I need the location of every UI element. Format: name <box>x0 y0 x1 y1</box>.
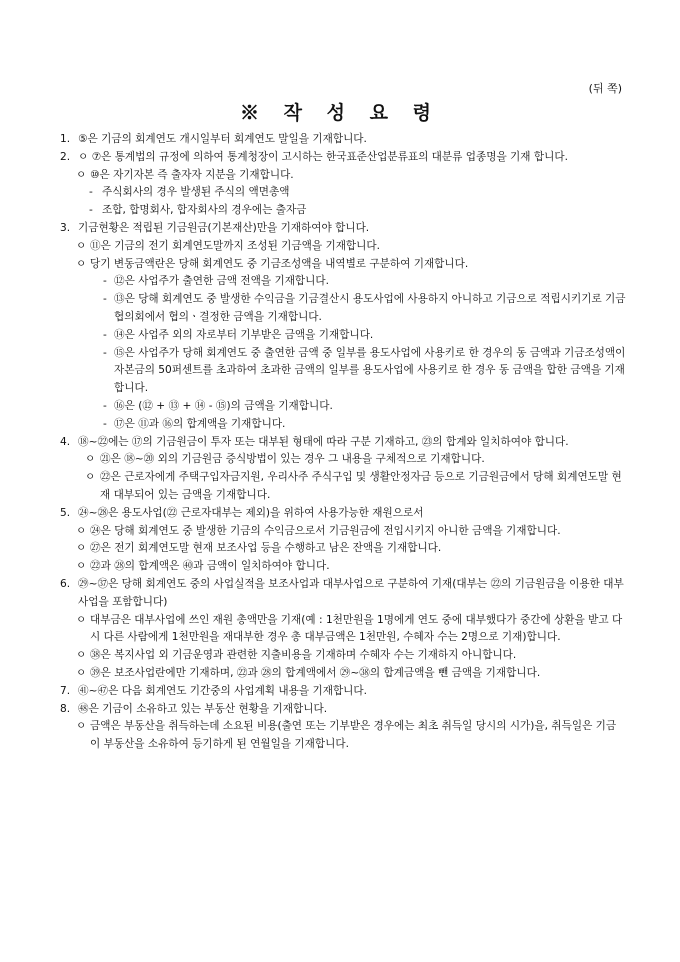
instruction-item-8 <box>60 701 626 719</box>
instruction-subitem <box>60 523 626 541</box>
bullet-marker: ㅇ <box>76 613 87 626</box>
bullet-marker: ㅇ <box>85 453 96 466</box>
dash-marker: - <box>103 275 107 288</box>
instruction-detail <box>60 202 626 220</box>
item-number: 7. <box>60 684 71 697</box>
instruction-subitem <box>60 558 626 576</box>
item-text: ⑭은 사업주 외의 자로부터 기부받은 금액을 기재합니다. <box>114 328 374 341</box>
instruction-subitem <box>60 238 626 256</box>
item-text: ⑫은 사업주가 출연한 금액 전액을 기재합니다. <box>114 275 330 288</box>
bullet-marker: ㅇ <box>76 666 87 679</box>
item-text: 기금현황은 적립된 기금원금(기본재산)만을 기재하여야 합니다. <box>78 221 370 234</box>
instruction-detail <box>60 416 626 434</box>
item-text: 금액은 부동산을 취득하는데 소요된 비용(출연 또는 기부받은 경우에는 최초 취득일 당시의 시가)을, 취득일은 기금이 부동산을 소유하여 등기하게 된 연월일을 기재합니다. <box>90 720 617 751</box>
instruction-detail <box>60 291 626 327</box>
bullet-marker: ㅇ <box>76 542 87 555</box>
instruction-subitem <box>60 718 626 754</box>
item-number: 1. <box>60 133 71 145</box>
bullet-marker: ㅇ <box>76 649 87 662</box>
dash-marker: - <box>103 399 107 412</box>
instruction-item-7 <box>60 683 626 701</box>
instruction-item-1 <box>60 131 626 149</box>
item-text: ㉙~㊲은 당해 회계연도 중의 사업실적을 보조사업과 대부사업으로 구분하여 기재(대부는 ㉒의 기금원금을 이용한 대부사업을 포함합니다) <box>78 577 624 608</box>
item-text: ㉔은 당해 회계연도 중 발생한 기금의 수익금으로서 기금원금에 전입시키지 아니한 금액을 기재합니다. <box>90 524 561 537</box>
instruction-subitem <box>60 540 626 558</box>
instruction-subitem <box>60 167 626 185</box>
instruction-detail <box>60 398 626 416</box>
item-text: ⑪은 기금의 전기 회계연도말까지 조성된 기금액을 기재합니다. <box>90 239 381 252</box>
item-text: ㉔~㉘은 용도사업(㉒ 근로자대부는 제외)을 위하여 사용가능한 재원으로서 <box>78 506 424 519</box>
instruction-subitem <box>60 612 626 648</box>
bullet-marker: ㅇ <box>85 471 96 484</box>
instruction-item-2 <box>60 149 626 167</box>
item-number: 5. <box>60 506 71 519</box>
instruction-subitem <box>60 451 626 469</box>
bullet-marker: ㅇ <box>76 257 87 270</box>
item-number: 6. <box>60 577 71 590</box>
item-text: ⑰은 ⑪과 ⑯의 합계액을 기재합니다. <box>114 417 286 430</box>
instruction-subitem <box>60 469 626 505</box>
bullet-marker: ㅇ <box>76 720 87 733</box>
item-text: 대부금은 대부사업에 쓰인 재원 총액만을 기재(예 : 1천만원을 1명에게 연도 중에 대부했다가 중간에 상환을 받고 다시 다른 사람에게 1천만원을 재대부한 경우 총 대부금액은 1천만원, 수혜자 수는 2명으로 기재)합니다. <box>90 613 623 644</box>
item-text: ㊴은 보조사업란에만 기재하며, ㉒과 ㉘의 합계액에서 ㉙~㊳의 합계금액을 뺀 금액을 기재합니다. <box>90 666 541 679</box>
page-side-label: (뒤 쪽) <box>588 82 622 95</box>
instructions-list <box>60 131 626 754</box>
dash-marker: - <box>103 417 107 430</box>
item-text: ⑮은 사업주가 당해 회계연도 중 출연한 금액 중 일부를 용도사업에 사용키로 한 경우의 동 금액과 기금조성액이 자본금의 50퍼센트를 초과하여 초과한 금액의 일부를 용도사업에 사용키로 한 경우 동 금액을 합한 금액을 기재합니다. <box>114 346 626 395</box>
item-number: 3. <box>60 221 71 234</box>
dash-marker: - <box>89 186 93 199</box>
dash-marker: - <box>103 293 107 306</box>
item-text: ㉒은 근로자에게 주택구입자금지원, 우리사주 주식구입 및 생활안정자금 등으로 기금원금에서 당해 회계연도말 현재 대부되어 있는 금액을 기재합니다. <box>100 471 622 501</box>
item-text: ㊽은 기금이 소유하고 있는 부동산 현황을 기재합니다. <box>78 702 328 715</box>
instruction-detail <box>60 345 626 398</box>
item-text: ㊳은 복지사업 외 기금운영과 관련한 지출비용을 기재하며 수혜자 수는 기재하지 아니합니다. <box>90 649 517 662</box>
instruction-subitem <box>60 647 626 665</box>
item-text: ㉑은 ⑱~⑳ 외의 기금원금 증식방법이 있는 경우 그 내용을 구체적으로 기재합니다. <box>100 453 485 466</box>
instruction-item-4 <box>60 434 626 452</box>
item-text: ㊶~㊼은 다음 회계연도 기간중의 사업계획 내용을 기재합니다. <box>78 684 368 697</box>
bullet-marker: ㅇ <box>76 560 87 573</box>
item-text: 주식회사의 경우 발생된 주식의 액면총액 <box>102 186 290 199</box>
item-text: 당기 변동금액란은 당해 회계연도 중 기금조성액을 내역별로 구분하여 기재합니다. <box>90 257 469 270</box>
item-number: 4. <box>60 435 71 448</box>
item-number: 8. <box>60 702 71 715</box>
item-text: ㉒과 ㉘의 합계액은 ㊵과 금액이 일치하여야 합니다. <box>90 560 330 573</box>
bullet-marker: ㅇ <box>76 168 87 181</box>
item-text: ⑯은 (⑫ + ⑬ + ⑭ - ⑮)의 금액을 기재합니다. <box>114 399 333 412</box>
instruction-item-3 <box>60 220 626 238</box>
instruction-subitem <box>60 665 626 683</box>
item-text: ㉗은 전기 회계연도말 현재 보조사업 등을 수행하고 남은 잔액을 기재합니다. <box>90 542 442 555</box>
instruction-item-6 <box>60 576 626 612</box>
instruction-detail <box>60 273 626 291</box>
item-text: ⑤은 기금의 회계연도 개시일부터 회계연도 말일을 기재합니다. <box>78 133 367 145</box>
item-text: ⑩은 자기자본 즉 출자자 지분을 기재합니다. <box>90 168 294 181</box>
item-number: 2. <box>60 150 71 163</box>
dash-marker: - <box>89 204 93 217</box>
bullet-marker: ㅇ <box>76 239 87 252</box>
item-text: 조합, 합명회사, 합자회사의 경우에는 출자금 <box>102 204 307 217</box>
bullet-marker: ㅇ <box>76 524 87 537</box>
instruction-subitem <box>60 256 626 274</box>
instruction-detail <box>60 184 626 202</box>
page-title: ※ 작 성 요 령 <box>240 102 440 124</box>
item-text: ㅇ ⑦은 통계법의 규정에 의하여 통계청장이 고시하는 한국표준산업분류표의 대분류 업종명을 기재 합니다. <box>78 150 568 163</box>
item-text: ⑱~㉒에는 ⑰의 기금원금이 투자 또는 대부된 형태에 따라 구분 기재하고, ㉓의 합계와 일치하여야 합니다. <box>78 435 569 448</box>
instruction-item-5 <box>60 505 626 523</box>
dash-marker: - <box>103 328 107 341</box>
dash-marker: - <box>103 346 107 359</box>
item-text: ⑬은 당해 회계연도 중 발생한 수익금을 기금결산시 용도사업에 사용하지 아니하고 기금으로 적립시키기로 기금협의회에서 협의ㆍ결정한 금액을 기재합니다. <box>114 293 626 323</box>
instruction-detail <box>60 327 626 345</box>
